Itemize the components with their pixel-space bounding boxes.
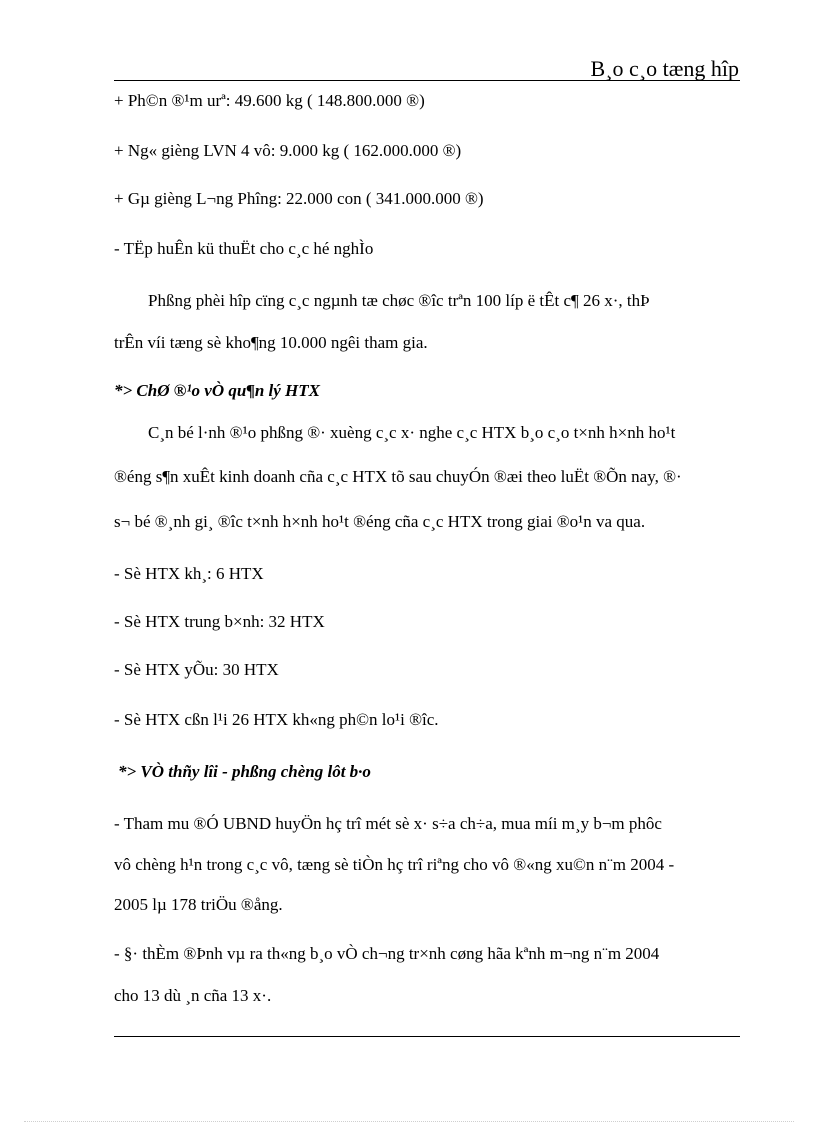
header-divider	[114, 80, 740, 81]
item-fertilizer: + Ph©n ®¹m urª: 49.600 kg ( 148.800.000 ®)	[114, 91, 425, 110]
item-htx-unclassified: - Sè HTX cßn l¹i 26 HTX kh«ng ph©n lo¹i ®îc.	[114, 710, 439, 729]
paragraph-training-line-1: Phßng phèi hîp cïng c¸c ngµnh tæ chøc ®îc trªn 100 líp ë tÊt c¶ 26 x·, thÞ	[148, 291, 650, 310]
paragraph-irrigation-line-2: vô chèng h¹n trong c¸c vô, tæng sè tiÒn hç trî riªng cho vô ®«ng xu©n n¨m 2004 -	[114, 855, 675, 874]
page-bottom-edge	[24, 1121, 794, 1122]
paragraph-htx-line-2: ®éng s¶n xuÊt kinh doanh cña c¸c HTX tõ sau chuyÓn ®æi theo luËt ®Õn nay, ®·	[114, 467, 682, 486]
paragraph-training-line-2: trÊn víi tæng sè kho¶ng 10.000 ngêi tham gia.	[114, 333, 428, 352]
paragraph-htx-line-1: C¸n bé l·nh ®¹o phßng ®· xuèng c¸c x· nghe c¸c HTX b¸o c¸o t×nh h×nh ho¹t	[148, 423, 676, 442]
section-heading-irrigation: *> VÒ thñy lîi - phßng chèng lôt b·o	[118, 762, 371, 781]
section-heading-htx-management: *> ChØ ®¹o vÒ qu¶n lý HTX	[114, 381, 321, 400]
item-htx-weak: - Sè HTX yÕu: 30 HTX	[114, 660, 279, 679]
item-technical-training: - TËp huÊn kü thuËt cho c¸c hé nghÌo	[114, 239, 374, 258]
report-header-title: B¸o c¸o tæng hîp	[590, 56, 739, 81]
item-htx-good: - Sè HTX kh¸: 6 HTX	[114, 564, 264, 583]
footer-divider	[114, 1036, 740, 1037]
paragraph-irrigation-line-1: - Tham mu ®Ó UBND huyÖn hç trî mét sè x· s÷a ch÷a, mua míi m¸y b¬m phôc	[114, 814, 662, 833]
item-chicken-breed: + Gµ gièng L¬ng Phîng: 22.000 con ( 341.000.000 ®)	[114, 189, 484, 208]
paragraph-htx-line-3: s¬ bé ®¸nh gi¸ ®îc t×nh h×nh ho¹t ®éng cña c¸c HTX trong giai ®o¹n va qua.	[114, 512, 646, 531]
paragraph-irrigation-line-3: 2005 lµ 178 triÖu ®ång.	[114, 895, 283, 914]
paragraph-canal-line-1: - §· thÈm ®Þnh vµ ra th«ng b¸o vÒ ch¬ng tr×nh cøng hãa kªnh m¬ng n¨m 2004	[114, 944, 660, 963]
paragraph-canal-line-2: cho 13 dù ¸n cña 13 x·.	[114, 986, 272, 1005]
item-corn-seed: + Ng« gièng LVN 4 vô: 9.000 kg ( 162.000.000 ®)	[114, 141, 462, 160]
item-htx-average: - Sè HTX trung b×nh: 32 HTX	[114, 612, 325, 631]
